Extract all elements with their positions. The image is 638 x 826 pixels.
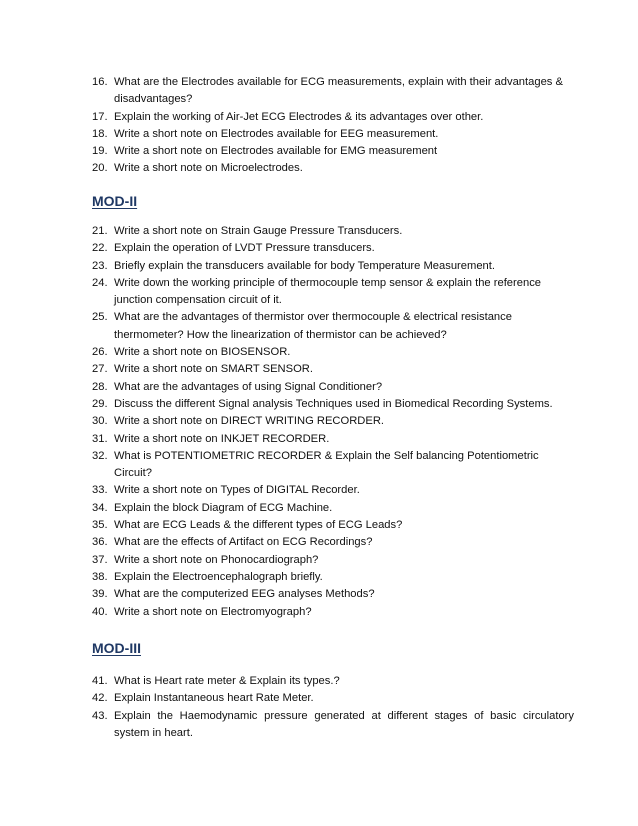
- question-number: 16.: [92, 76, 108, 88]
- question-item: [92, 431, 574, 448]
- question-text: Write a short note on DIRECT WRITING RECORDER.: [114, 415, 385, 428]
- question-text: Write a short note on Phonocardiograph?: [114, 553, 319, 566]
- question-text: Explain the block Diagram of ECG Machine.: [114, 501, 333, 514]
- question-item: [92, 109, 574, 126]
- question-item: [92, 708, 574, 743]
- question-text: What are the computerized EEG analyses Methods?: [114, 588, 375, 601]
- question-item: [92, 586, 574, 603]
- question-item: [92, 223, 574, 240]
- question-list-mod-ii: [92, 223, 574, 621]
- question-item: [92, 74, 574, 109]
- question-number: 26.: [92, 346, 108, 359]
- question-item: [92, 258, 574, 275]
- question-number: 33.: [92, 484, 108, 497]
- question-item: [92, 690, 574, 707]
- question-number: 42.: [92, 692, 108, 705]
- question-number: 25.: [92, 311, 108, 324]
- question-item: [92, 275, 574, 310]
- question-number: 39.: [92, 588, 108, 601]
- question-item: [92, 482, 574, 499]
- question-number: 38.: [92, 570, 108, 583]
- question-item: [92, 500, 574, 517]
- question-number: 36.: [92, 536, 108, 549]
- question-number: 23.: [92, 259, 108, 272]
- section-heading-mod-ii: MOD-II: [92, 193, 138, 209]
- question-number: 43.: [92, 709, 108, 722]
- question-text: Explain the Haemodynamic pressure generated at different stages of basic circulatory system in heart.: [114, 709, 574, 739]
- question-number: 35.: [92, 519, 108, 532]
- question-number: 29.: [92, 397, 108, 410]
- question-item: [92, 344, 574, 361]
- question-number: 18.: [92, 127, 108, 140]
- question-text: Write a short note on Strain Gauge Pressure Transducers.: [114, 225, 403, 237]
- question-item: [92, 448, 574, 483]
- question-text: Write a short note on Types of DIGITAL Recorder.: [114, 484, 360, 497]
- question-number: 19.: [92, 145, 108, 158]
- question-number: 40.: [92, 605, 108, 618]
- question-text: What is POTENTIOMETRIC RECORDER & Explain the Self balancing Potentiometric Circuit?: [114, 449, 539, 480]
- question-item: [92, 143, 574, 160]
- question-text: Explain the Electroencephalograph briefly.: [114, 570, 323, 583]
- question-text: Briefly explain the transducers available for body Temperature Measurement.: [114, 259, 495, 272]
- question-item: [92, 160, 574, 177]
- question-text: Write a short note on Electromyograph?: [114, 605, 312, 618]
- question-text: Write a short note on Electrodes available for EMG measurement: [114, 145, 438, 158]
- question-item: [92, 309, 574, 344]
- question-item: [92, 569, 574, 586]
- question-number: 32.: [92, 449, 108, 462]
- question-text: Write a short note on INKJET RECORDER.: [114, 432, 330, 445]
- question-text: Write a short note on SMART SENSOR.: [114, 363, 313, 376]
- question-text: Explain the operation of LVDT Pressure transducers.: [114, 242, 375, 255]
- question-text: Explain Instantaneous heart Rate Meter.: [114, 692, 314, 705]
- question-number: 17.: [92, 110, 108, 123]
- question-text: What are the advantages of thermistor over thermocouple & electrical resistance thermometer? How the linearization of thermistor can be achieved?: [114, 311, 512, 341]
- question-text: Discuss the different Signal analysis Techniques used in Biomedical Recording Systems.: [114, 397, 553, 410]
- question-text: What are the Electrodes available for ECG measurements, explain with their advantages & disadvantages?: [114, 76, 563, 106]
- question-number: 27.: [92, 363, 108, 376]
- question-item: [92, 517, 574, 534]
- question-number: 21.: [92, 225, 108, 237]
- question-number: 24.: [92, 276, 108, 289]
- question-item: [92, 379, 574, 396]
- question-number: 31.: [92, 432, 108, 445]
- question-number: 20.: [92, 162, 108, 175]
- question-text: Write a short note on Microelectrodes.: [114, 162, 303, 175]
- question-number: 30.: [92, 415, 108, 428]
- question-item: [92, 413, 574, 430]
- question-item: [92, 396, 574, 413]
- question-item: [92, 126, 574, 143]
- question-item: [92, 552, 574, 569]
- question-text: What is Heart rate meter & Explain its types.?: [114, 675, 340, 687]
- question-number: 37.: [92, 553, 108, 566]
- question-text: Write down the working principle of thermocouple temp sensor & explain the reference junction compensation circuit of it.: [114, 276, 542, 307]
- question-number: 28.: [92, 380, 108, 393]
- question-text: What are the effects of Artifact on ECG Recordings?: [114, 536, 373, 549]
- question-list-mod-iii: [92, 673, 574, 742]
- question-text: Explain the working of Air-Jet ECG Electrodes & its advantages over other.: [114, 110, 484, 123]
- section-heading-mod-iii: MOD-III: [92, 640, 141, 656]
- question-number: 22.: [92, 242, 108, 255]
- question-item: [92, 361, 574, 378]
- question-item: [92, 240, 574, 257]
- question-item: [92, 673, 574, 690]
- question-number: 41.: [92, 675, 108, 687]
- question-item: [92, 604, 574, 621]
- question-number: 34.: [92, 501, 108, 514]
- question-item: [92, 534, 574, 551]
- question-list-part1: [92, 74, 574, 178]
- question-text: What are the advantages of using Signal Conditioner?: [114, 380, 383, 393]
- question-text: What are ECG Leads & the different types of ECG Leads?: [114, 519, 403, 532]
- question-text: Write a short note on BIOSENSOR.: [114, 346, 291, 359]
- question-text: Write a short note on Electrodes available for EEG measurement.: [114, 127, 439, 140]
